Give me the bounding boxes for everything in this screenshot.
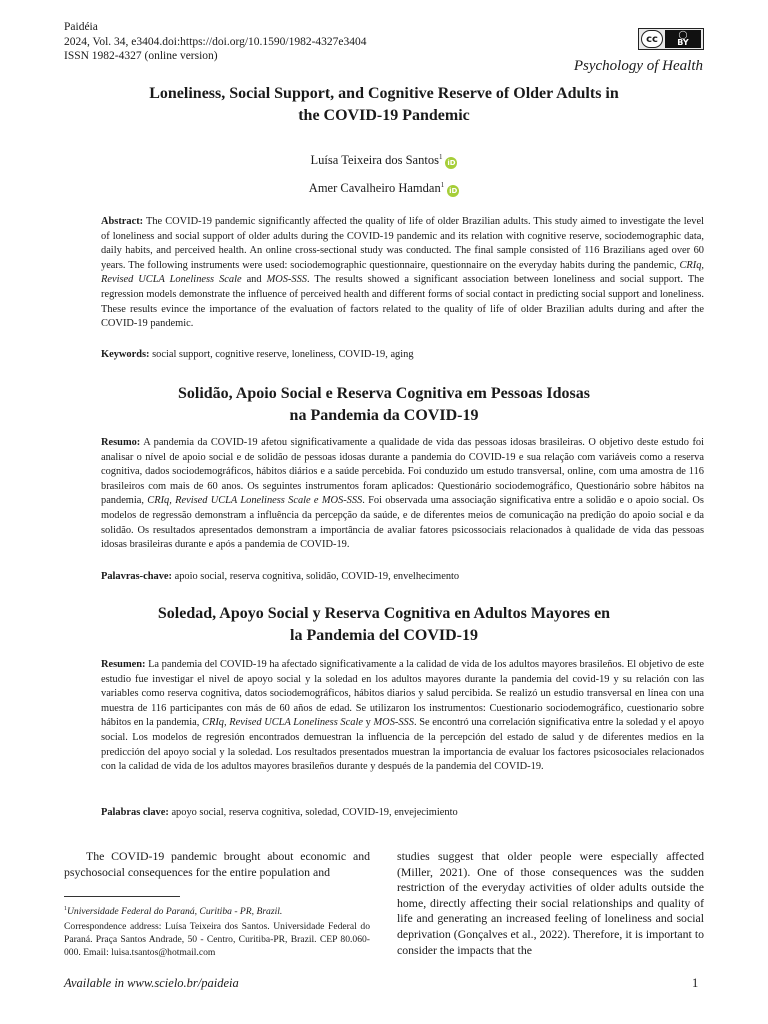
section-label: Psychology of Health [573,58,703,74]
abstract-conjunction: y [365,717,371,729]
instrument-names: CRIq, Revised UCLA Loneliness Scale e MOS-SSS [147,495,363,507]
title-line: na Pandemia da COVID-19 [289,407,479,424]
cc-by-license-icon[interactable] [638,28,704,50]
affiliation-mark: 1 [440,181,445,189]
author-2 [64,181,704,197]
abstract-label: Abstract: [101,216,144,227]
abstract-label: Resumen: [101,659,146,670]
instrument-names: CRIq, Revised UCLA Loneliness Scale [202,717,363,729]
abstract-spanish [101,658,704,775]
author-name: Amer Cavalheiro Hamdan [308,181,441,196]
keywords-label: Palavras-chave: [101,571,172,582]
orcid-icon[interactable]: iD [447,159,456,168]
body-column-left: The COVID-19 pandemic brought about economic and psychosocial consequences for the entire population and [64,849,370,879]
affiliation-text: Universidade Federal do Paraná, Curitiba - PR, Brazil. [67,906,283,918]
abstract-text: . Se encontró una correlación significativa entre la soledad y el apoyo social. Los modelos de regresión encontrados demuestran la influencia de la percepción del estado de salud y de diferentes medios en la predicción del apoyo social y la soledad. Los resultados presentados muestran la importancia de evaluar los factores psicosociales relacionados con la calidad de vida de los adultos mayores brasileños durante y después de la pandemia del COVID-19. [101,717,704,773]
abstract-conjunction: and [246,274,262,286]
affiliation-mark: 1 [64,906,67,912]
availability-link[interactable]: Available in www.scielo.br/paideia [64,976,239,990]
title-line: Soledad, Apoyo Social y Reserva Cognitiva en Adultos Mayores en [157,605,611,622]
instrument-names: MOS-SSS [373,717,414,729]
keywords-label: Palabras clave: [101,807,169,818]
header-meta [64,20,367,64]
issn: ISSN 1982-4327 (online version) [64,50,218,62]
cc-icon: cc [641,30,663,48]
page-number: 1 [692,976,699,990]
abstract-text: . The results showed a significant association between loneliness and social support. The regression models demonstrate the influence of perceived health and different forms of social contact in predicting social support and loneliness. These results evince the importance of the evaluation of factors related to the quality of life of older Brazilian adults during and after the COVID-19 pandemic. [101,274,704,330]
title-line: Solidão, Apoio Social e Reserva Cognitiva em Pessoas Idosas [177,385,590,402]
journal-name: Paidéia [64,21,98,33]
abstract-english [101,215,704,332]
author-name: Luísa Teixeira dos Santos [310,153,439,168]
title-portuguese [64,383,704,427]
keywords-spanish [101,806,704,820]
by-icon: ◯ BY [665,30,701,48]
title-line: Loneliness, Social Support, and Cognitive Reserve of Older Adults in [149,85,619,102]
article-title [64,83,704,127]
abstract-text: The COVID-19 pandemic significantly affected the quality of life of older Brazilian adults. This study aimed to investigate the level of loneliness and social support of older adults during the COVID-19 pandemic and its relation with cognitive reserve, sociodemographic data, daily habits, and perceived health. An online cross-sectional study was conducted. The final sample consisted of 116 Brazilians aged over 60 years. The following instruments were used: sociodemographic questionnaire, questionnaire on the everyday habits during the pandemic, [101,216,704,271]
title-line: la Pandemia del COVID-19 [290,627,478,644]
instrument-names: CRIq, Revised UCLA Loneliness Scale [101,259,704,286]
title-line: the COVID-19 Pandemic [298,107,470,124]
instrument-names: MOS-SSS [266,274,307,286]
abstract-text: La pandemia del COVID-19 ha afectado significativamente a la calidad de vida de los adultos mayores brasileños. El objetivo de este estudio fue investigar el nivel de apoyo social y la soledad en los adultos mayores durante la pandemia del covid-19 y su relación con las variables como reserva cognitiva, datos sociodemográficos, hábitos diarios y salud percibida. Se realizó un estudio transversal en línea con una muestra de 116 participantes con más de 60 años de edad. Se utilizaron los instrumentos: Cuestionario sociodemográfico, cuestionario sobre hábitos en la pandemia, [101,659,704,729]
citation-doi[interactable]: 2024, Vol. 34, e3404.doi:https://doi.org/10.1590/1982-4327e3404 [64,35,367,48]
body-column-right: studies suggest that older people were especially affected (Miller, 2021). One of those consequences was the sudden restriction of the everyday activities of older adults outside the home, directly affecting their social relationships and quality of life and generating an increased feeling of loneliness and social deprivation (Gonçalves et al., 2022). Therefore, it is important to consider the impacts that the [397,849,704,957]
footnote-divider [64,896,180,897]
abstract-portuguese [101,436,704,553]
footnote-correspondence: Correspondence address: Luísa Teixeira dos Santos. Universidade Federal do Paraná. Praça Santos Andrade, 50 - Centro, Curitiba-PR, Brazil. CEP 80.060-000. Email: luisa.tsantos@hotmail.com [64,921,370,958]
keywords-label: Keywords: [101,349,150,360]
keywords-english [101,348,704,362]
footnote-affiliation [64,903,370,918]
abstract-text: . Foi observada uma associação significativa entre a solidão e o apoio social. Os modelos de regressão demonstram a influência da percepção da saúde, e de diferentes meios de comunicação na predição do apoio social e da solidão. Os resultados apresentados demonstram a importância de avaliar fatores psicossociais relacionados à qualidade de vida das pessoas idosas brasileiras durante e após a pandemia de COVID-19. [101,495,704,551]
keywords-text: apoio social, reserva cognitiva, solidão, COVID-19, envelhecimento [174,571,460,582]
abstract-text: A pandemia da COVID-19 afetou significativamente a qualidade de vida das pessoas idosas brasileiras. O objetivo deste estudo foi analisar o nível de apoio social e de solidão de pessoas idosas durante a pandemia do COVID-19 e sua relação com variáveis como a reserva cognitiva, dados sociodemográficos, hábitos diários e a saúde percebida. Foi conduzido um estudo transversal, online, com uma amostra de 116 brasileiros com mais de 60 anos. Os seguintes instrumentos foram aplicados: Questionário sociodemográfico, Questionário sobre hábitos na pandemia, [101,437,704,507]
keywords-text: apoyo social, reserva cognitiva, soledad, COVID-19, envejecimiento [171,807,458,818]
keywords-text: social support, cognitive reserve, loneliness, COVID-19, aging [152,349,414,360]
orcid-icon[interactable]: iD [449,187,458,196]
title-spanish [64,603,704,647]
abstract-label: Resumo: [101,437,141,448]
keywords-portuguese [101,570,704,584]
author-1 [64,153,704,169]
affiliation-mark: 1 [438,153,443,161]
